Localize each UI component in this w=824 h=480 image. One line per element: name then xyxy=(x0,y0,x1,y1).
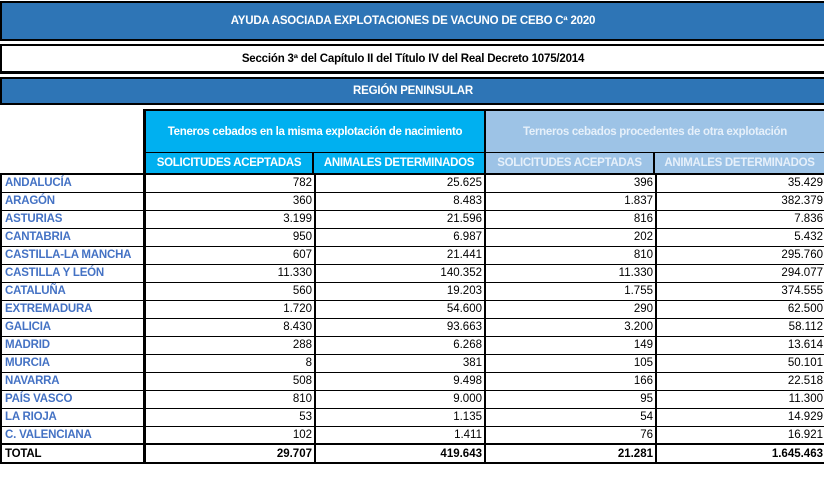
animales-determinados-1-cell: 1.135 xyxy=(315,408,485,426)
region-name: CASTILLA Y LEÓN xyxy=(1,264,144,282)
table-row xyxy=(1,408,824,426)
group-header-other-farm: Terneros cebados procedentes de otra explotación xyxy=(484,109,824,153)
solicitudes-aceptadas-2-cell: 810 xyxy=(485,246,656,264)
region-name: CANTABRIA xyxy=(1,228,144,246)
solicitudes-aceptadas-1-cell: 508 xyxy=(144,372,315,390)
total-label: TOTAL xyxy=(1,444,144,463)
solicitudes-aceptadas-2-cell: 21.281 xyxy=(485,444,656,463)
solicitudes-aceptadas-2-cell: 166 xyxy=(485,372,656,390)
animales-determinados-1-cell: 21.596 xyxy=(315,210,485,228)
animales-determinados-1-cell: 9.000 xyxy=(315,390,485,408)
solicitudes-aceptadas-2-cell: 1.837 xyxy=(485,192,656,210)
region-header: REGIÓN PENINSULAR xyxy=(0,77,824,105)
animales-determinados-1-cell: 8.483 xyxy=(315,192,485,210)
solicitudes-aceptadas-1-cell: 950 xyxy=(144,228,315,246)
solicitudes-aceptadas-1-cell: 8 xyxy=(144,354,315,372)
table-row xyxy=(1,318,824,336)
solicitudes-aceptadas-2-cell: 290 xyxy=(485,300,656,318)
animales-determinados-2-cell: 382.379 xyxy=(656,192,824,210)
animales-determinados-2-cell: 62.500 xyxy=(656,300,824,318)
animales-determinados-2-cell: 14.929 xyxy=(656,408,824,426)
solicitudes-aceptadas-1-cell: 782 xyxy=(144,174,315,192)
solicitudes-aceptadas-2-cell: 202 xyxy=(485,228,656,246)
table-row xyxy=(1,246,824,264)
solicitudes-aceptadas-2-cell: 95 xyxy=(485,390,656,408)
solicitudes-aceptadas-1-cell: 11.330 xyxy=(144,264,315,282)
region-name: CATALUÑA xyxy=(1,282,144,300)
table-row xyxy=(1,282,824,300)
animales-determinados-2-cell: 374.555 xyxy=(656,282,824,300)
animales-determinados-1-cell: 1.411 xyxy=(315,426,485,444)
solicitudes-aceptadas-2-cell: 1.755 xyxy=(485,282,656,300)
animales-determinados-1-cell: 6.987 xyxy=(315,228,485,246)
animales-determinados-1-cell: 21.441 xyxy=(315,246,485,264)
solicitudes-aceptadas-2-cell: 149 xyxy=(485,336,656,354)
solicitudes-aceptadas-1-cell: 53 xyxy=(144,408,315,426)
region-name: CASTILLA-LA MANCHA xyxy=(1,246,144,264)
region-name: ARAGÓN xyxy=(1,192,144,210)
total-row xyxy=(1,444,824,463)
region-name: MURCIA xyxy=(1,354,144,372)
animales-determinados-1-cell: 93.663 xyxy=(315,318,485,336)
solicitudes-aceptadas-2-cell: 396 xyxy=(485,174,656,192)
animales-determinados-2-cell: 1.645.463 xyxy=(656,444,824,463)
animales-determinados-1-cell: 9.498 xyxy=(315,372,485,390)
region-name: GALICIA xyxy=(1,318,144,336)
solicitudes-aceptadas-1-cell: 288 xyxy=(144,336,315,354)
animales-determinados-2-cell: 22.518 xyxy=(656,372,824,390)
animales-determinados-2-cell: 11.300 xyxy=(656,390,824,408)
solicitudes-aceptadas-2-cell: 105 xyxy=(485,354,656,372)
solicitudes-aceptadas-1-cell: 810 xyxy=(144,390,315,408)
solicitudes-aceptadas-1-cell: 29.707 xyxy=(144,444,315,463)
table-row xyxy=(1,300,824,318)
animales-determinados-2-cell: 13.614 xyxy=(656,336,824,354)
region-name: LA RIOJA xyxy=(1,408,144,426)
solicitudes-aceptadas-2-cell: 816 xyxy=(485,210,656,228)
region-name: PAÍS VASCO xyxy=(1,390,144,408)
animales-determinados-2-cell: 58.112 xyxy=(656,318,824,336)
animales-determinados-2-cell: 5.432 xyxy=(656,228,824,246)
table-row xyxy=(1,426,824,444)
region-name: ANDALUCÍA xyxy=(1,174,144,192)
solicitudes-aceptadas-1-cell: 8.430 xyxy=(144,318,315,336)
animales-determinados-2-cell: 50.101 xyxy=(656,354,824,372)
table-row xyxy=(1,354,824,372)
solicitudes-aceptadas-2-cell: 76 xyxy=(485,426,656,444)
region-name: ASTURIAS xyxy=(1,210,144,228)
animales-determinados-1-cell: 54.600 xyxy=(315,300,485,318)
solicitudes-aceptadas-1-cell: 607 xyxy=(144,246,315,264)
solicitudes-aceptadas-2-cell: 3.200 xyxy=(485,318,656,336)
region-name: EXTREMADURA xyxy=(1,300,144,318)
animales-determinados-1-cell: 19.203 xyxy=(315,282,485,300)
table-row xyxy=(1,210,824,228)
solicitudes-aceptadas-2-cell: 54 xyxy=(485,408,656,426)
solicitudes-aceptadas-1-cell: 3.199 xyxy=(144,210,315,228)
solicitudes-aceptadas-2-cell: 11.330 xyxy=(485,264,656,282)
solicitudes-aceptadas-1-cell: 1.720 xyxy=(144,300,315,318)
solicitudes-aceptadas-1-cell: 560 xyxy=(144,282,315,300)
region-name: MADRID xyxy=(1,336,144,354)
animales-determinados-1-cell: 6.268 xyxy=(315,336,485,354)
report-title: AYUDA ASOCIADA EXPLOTACIONES DE VACUNO DE CEBO Cª 2020 xyxy=(0,1,824,41)
animales-determinados-1-cell: 140.352 xyxy=(315,264,485,282)
column-header-solicitudes-2: SOLICITUDES ACEPTADAS xyxy=(484,153,655,173)
animales-determinados-2-cell: 35.429 xyxy=(656,174,824,192)
animales-determinados-1-cell: 419.643 xyxy=(315,444,485,463)
table-row xyxy=(1,192,824,210)
animales-determinados-2-cell: 16.921 xyxy=(656,426,824,444)
animales-determinados-1-cell: 381 xyxy=(315,354,485,372)
table-row xyxy=(1,174,824,192)
column-header-animales-1: ANIMALES DETERMINADOS xyxy=(314,153,484,173)
column-header-solicitudes-1: SOLICITUDES ACEPTADAS xyxy=(143,153,314,173)
animales-determinados-2-cell: 7.836 xyxy=(656,210,824,228)
table-row xyxy=(1,264,824,282)
solicitudes-aceptadas-1-cell: 360 xyxy=(144,192,315,210)
animales-determinados-2-cell: 295.760 xyxy=(656,246,824,264)
group-header-same-farm: Teneros cebados en la misma explotación de nacimiento xyxy=(143,109,484,153)
table-row xyxy=(1,336,824,354)
data-table xyxy=(0,173,824,464)
region-name: NAVARRA xyxy=(1,372,144,390)
animales-determinados-2-cell: 294.077 xyxy=(656,264,824,282)
table-row xyxy=(1,390,824,408)
animales-determinados-1-cell: 25.625 xyxy=(315,174,485,192)
region-name: C. VALENCIANA xyxy=(1,426,144,444)
solicitudes-aceptadas-1-cell: 102 xyxy=(144,426,315,444)
report-subtitle: Sección 3ª del Capítulo II del Título IV del Real Decreto 1075/2014 xyxy=(0,44,824,74)
column-header-animales-2: ANIMALES DETERMINADOS xyxy=(655,153,824,173)
table-row xyxy=(1,372,824,390)
table-row xyxy=(1,228,824,246)
